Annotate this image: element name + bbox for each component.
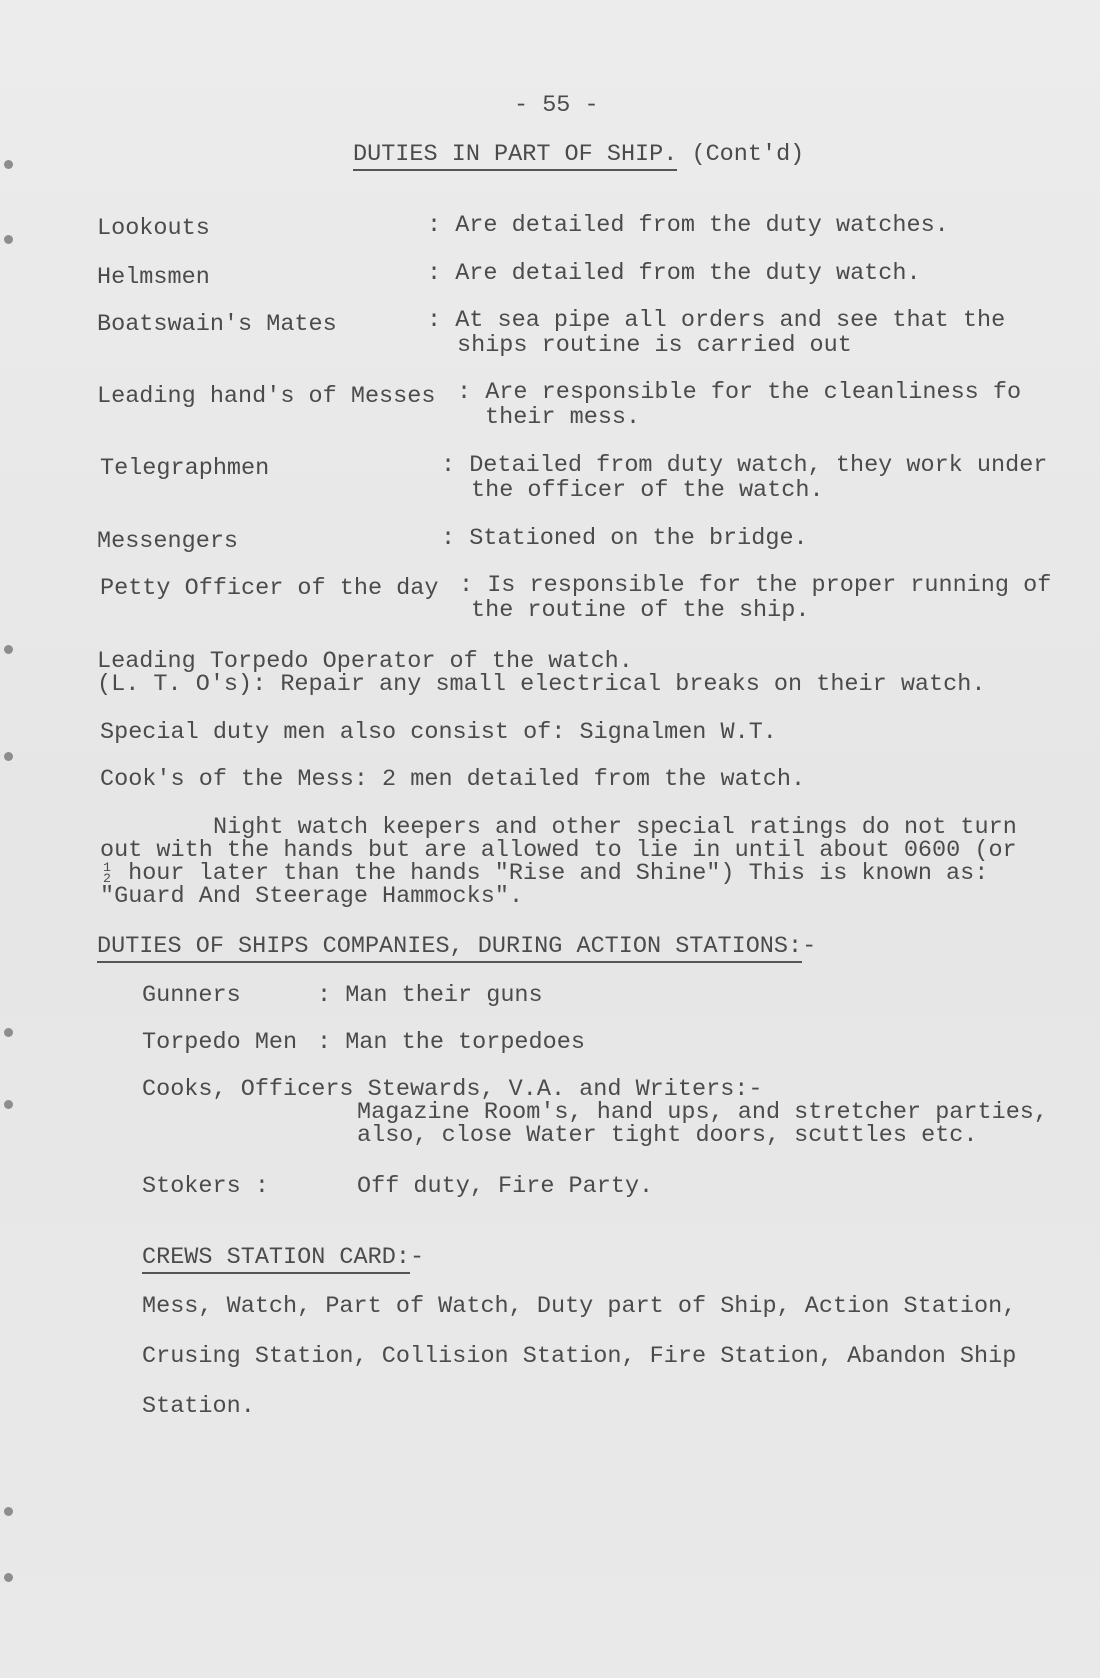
- station-role: Torpedo Men: [142, 1029, 298, 1056]
- station-card-line: Station.: [142, 1393, 255, 1420]
- punch-hole: [4, 1100, 13, 1109]
- duty-description: : Are detailed from the duty watches.: [427, 212, 949, 239]
- duty-role: Helmsmen: [97, 264, 210, 291]
- duty-role: Messengers: [97, 528, 239, 555]
- duty-description: : Detailed from duty watch, they work under: [441, 452, 1048, 479]
- page-number: - 55 -: [514, 92, 599, 119]
- duty-description-continued: the routine of the ship.: [471, 597, 810, 624]
- special-duty-text: Special duty men also consist of: Signalmen W.T.: [100, 719, 777, 746]
- action-stations-heading: [97, 934, 816, 959]
- page-title: [353, 142, 804, 167]
- heading-suffix: -: [409, 1244, 425, 1271]
- duty-description-continued: ships routine is carried out: [457, 332, 852, 359]
- duty-description: : Are detailed from the duty watch.: [427, 260, 921, 287]
- section-heading: DUTIES IN PART OF SHIP.: [353, 141, 677, 171]
- station-card-line: Mess, Watch, Part of Watch, Duty part of Ship, Action Station,: [142, 1293, 1017, 1320]
- action-stations-heading-text: DUTIES OF SHIPS COMPANIES, DURING ACTION STATIONS:: [97, 933, 802, 963]
- heading-suffix: -: [802, 933, 817, 960]
- station-role: Stokers :: [142, 1173, 269, 1200]
- paragraph-line: "Guard And Steerage Hammocks".: [100, 883, 524, 910]
- duty-description: : Is responsible for the proper running of: [459, 572, 1052, 599]
- station-description: : Man the torpedoes: [317, 1029, 585, 1056]
- station-role: Cooks, Officers Stewards, V.A. and Writers:-: [142, 1076, 763, 1103]
- lto-heading: Leading Torpedo Operator of the watch.: [97, 648, 633, 675]
- station-description: Magazine Room's, hand ups, and stretcher parties,: [357, 1099, 1049, 1126]
- paragraph-line: 1 2 hour later than the hands "Rise and Shine") This is known as:: [100, 861, 988, 886]
- crews-station-card-heading-text: CREWS STATION CARD:: [142, 1244, 410, 1274]
- duty-role: Telegraphmen: [100, 455, 270, 482]
- fraction-half: 1 2: [103, 859, 111, 886]
- duty-role: Leading hand's of Messes: [97, 383, 436, 410]
- punch-hole: [4, 1507, 13, 1516]
- lto-duty: (L. T. O's): Repair any small electrical breaks on their watch.: [97, 671, 986, 698]
- cooks-of-mess-text: Cook's of the Mess: 2 men detailed from the watch.: [100, 766, 806, 793]
- station-description-continued: also, close Water tight doors, scuttles etc.: [357, 1122, 978, 1149]
- duty-role: Boatswain's Mates: [97, 311, 337, 338]
- paragraph-line: out with the hands but are allowed to lie in until about 0600 (or: [100, 837, 1017, 864]
- punch-hole: [4, 1573, 13, 1582]
- punch-hole: [4, 645, 13, 654]
- duty-description-continued: their mess.: [485, 404, 641, 431]
- punch-hole: [4, 235, 13, 244]
- duty-description: : At sea pipe all orders and see that the: [427, 307, 1006, 334]
- paragraph-line: Night watch keepers and other special ratings do not turn: [213, 814, 1017, 841]
- punch-hole: [4, 160, 13, 169]
- station-card-line: Crusing Station, Collision Station, Fire Station, Abandon Ship: [142, 1343, 1017, 1370]
- duty-description-continued: the officer of the watch.: [471, 477, 824, 504]
- punch-hole: [4, 1028, 13, 1037]
- duty-description: : Are responsible for the cleanliness fo: [457, 379, 1022, 406]
- section-heading-suffix: (Cont'd): [691, 141, 805, 168]
- crews-station-card-heading: [142, 1245, 424, 1270]
- duty-description: : Stationed on the bridge.: [441, 525, 808, 552]
- duty-role: Lookouts: [97, 215, 210, 242]
- station-description: Off duty, Fire Party.: [357, 1173, 654, 1200]
- station-role: Gunners: [142, 982, 241, 1009]
- duty-role: Petty Officer of the day: [100, 575, 439, 602]
- punch-hole: [4, 752, 13, 761]
- station-description: : Man their guns: [317, 982, 543, 1009]
